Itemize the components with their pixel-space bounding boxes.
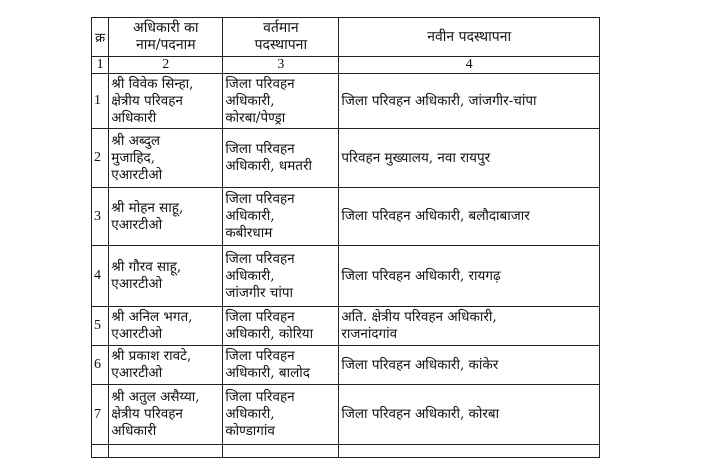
serial-number: 5: [92, 307, 109, 346]
empty-cell: [109, 445, 223, 458]
serial-number: 1: [92, 74, 109, 129]
column-number: 4: [339, 57, 600, 74]
new-posting: जिला परिवहन अधिकारी, कोरबा: [339, 385, 600, 445]
new-posting: जिला परिवहन अधिकारी, जांजगीर-चांपा: [339, 74, 600, 129]
empty-cell: [339, 445, 600, 458]
header-serial: क्र: [92, 18, 109, 57]
officer-name: श्री अनिल भगत, एआरटीओ: [109, 307, 223, 346]
officer-name: श्री विवेक सिन्हा, क्षेत्रीय परिवहन अधिकारी: [109, 74, 223, 129]
table-row: [92, 346, 600, 385]
serial-number: 7: [92, 385, 109, 445]
empty-cell: [92, 445, 109, 458]
transfer-order-table: [91, 17, 600, 458]
serial-number: 4: [92, 246, 109, 307]
current-posting: जिला परिवहन अधिकारी, कबीरधाम: [223, 188, 339, 246]
table-row: [92, 385, 600, 445]
new-posting: जिला परिवहन अधिकारी, कांकेर: [339, 346, 600, 385]
header-row: [92, 18, 600, 57]
new-posting: जिला परिवहन अधिकारी, रायगढ़: [339, 246, 600, 307]
new-posting: अति. क्षेत्रीय परिवहन अधिकारी, राजनांदगांव: [339, 307, 600, 346]
current-posting: जिला परिवहन अधिकारी, कोरिया: [223, 307, 339, 346]
officer-name: श्री अब्दुल मुजाहिद, एआरटीओ: [109, 129, 223, 188]
column-number: 3: [223, 57, 339, 74]
serial-number: 3: [92, 188, 109, 246]
column-number-row: [92, 57, 600, 74]
column-number: 1: [92, 57, 109, 74]
officer-name: श्री प्रकाश रावटे, एआरटीओ: [109, 346, 223, 385]
header-new-posting: नवीन पदस्थापना: [339, 18, 600, 57]
current-posting: जिला परिवहन अधिकारी, बालोद: [223, 346, 339, 385]
current-posting: जिला परिवहन अधिकारी, जांजगीर चांपा: [223, 246, 339, 307]
header-current-posting: वर्तमान पदस्थापना: [223, 18, 339, 57]
table-row: [92, 188, 600, 246]
table-row: [92, 307, 600, 346]
officer-name: श्री गौरव साहू, एआरटीओ: [109, 246, 223, 307]
table-row: [92, 74, 600, 129]
column-number: 2: [109, 57, 223, 74]
officer-name: श्री मोहन साहू, एआरटीओ: [109, 188, 223, 246]
current-posting: जिला परिवहन अधिकारी, कोरबा/पेण्ड्रा: [223, 74, 339, 129]
table-row-cut-off: [92, 445, 600, 458]
header-officer-name: अधिकारी का नाम/पदनाम: [109, 18, 223, 57]
current-posting: जिला परिवहन अधिकारी, कोण्डागांव: [223, 385, 339, 445]
table-row: [92, 246, 600, 307]
new-posting: परिवहन मुख्यालय, नवा रायपुर: [339, 129, 600, 188]
serial-number: 2: [92, 129, 109, 188]
officer-name: श्री अतुल असैय्या, क्षेत्रीय परिवहन अधिकारी: [109, 385, 223, 445]
current-posting: जिला परिवहन अधिकारी, धमतरी: [223, 129, 339, 188]
empty-cell: [223, 445, 339, 458]
new-posting: जिला परिवहन अधिकारी, बलौदाबाजार: [339, 188, 600, 246]
table-row: [92, 129, 600, 188]
serial-number: 6: [92, 346, 109, 385]
